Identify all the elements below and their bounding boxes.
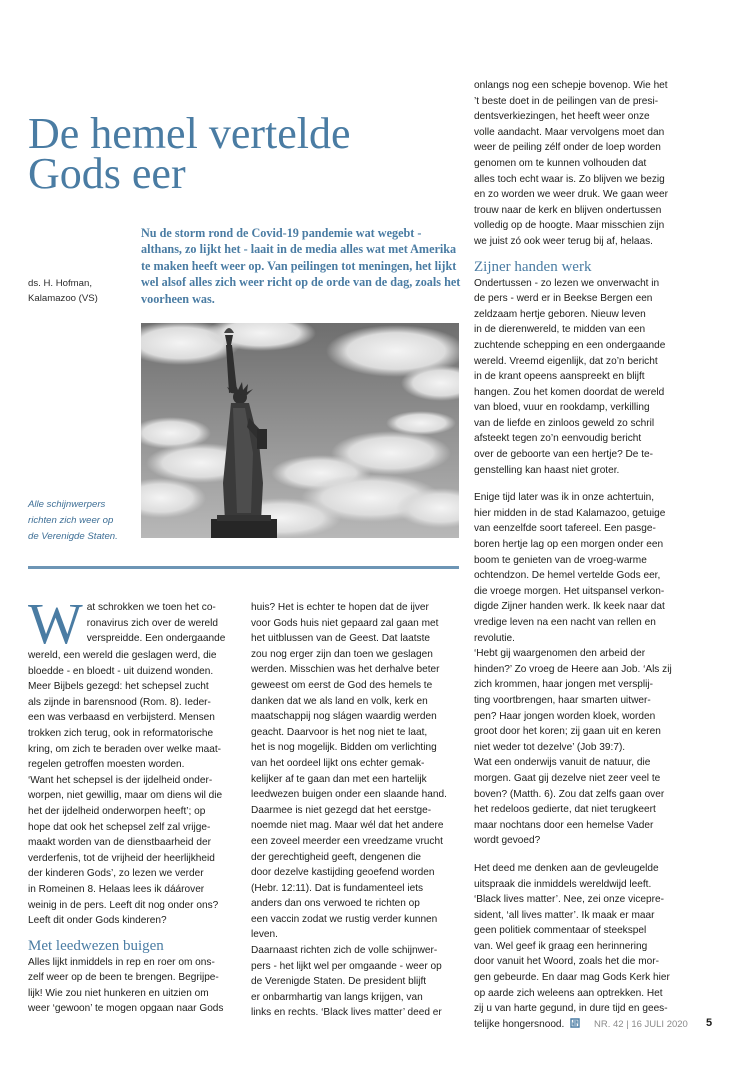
text-line: genstelling kan haast niet groter. [474, 464, 620, 476]
text-line: zich krommen, haar jongen met versplij- [474, 679, 653, 691]
text-line: die vroege morgen. Het uitspansel verkon- [474, 585, 665, 597]
paragraph-gap [474, 849, 684, 861]
text-line: afsteekt tegen zo’n eenvoudig bericht [474, 433, 642, 445]
text-line: op aarde zich weleens aan optrekken. Het [474, 987, 663, 999]
text-line: zou nog erger zijn dan toen we geslagen [251, 648, 433, 660]
text-line: leedwezen buigen onder een slaande hand. [251, 789, 447, 801]
text-line: volle aandacht. Maar vervolgens moet dan [474, 126, 665, 138]
text-line: ‘Black lives matter’. Nee, zei onze vicepre- [474, 894, 664, 906]
text-line: Ondertussen - zo lezen we onverwacht in [474, 277, 660, 289]
text-line: van. Wel geef ik graag een herinnering [474, 940, 648, 952]
text-line: boven? (Matth. 6). Zou dat zelfs gaan over [474, 788, 665, 800]
text-line: at schrokken we toen het co- [86, 602, 216, 613]
text-line: boom te genieten van de vroeg-warme [474, 554, 647, 566]
text-line: sident, ‘all lives matter’. Ik maak er maar [474, 909, 655, 921]
text-line: maatschappij nog slágen waardig werden [251, 711, 437, 723]
text-line: van het oordeel lijkt ons echter gemak- [251, 757, 425, 769]
text-line: (Hebr. 12:11). Dat is fundamenteel iets [251, 882, 424, 894]
text-line: wereld, een wereld die geslagen werd, die [28, 650, 217, 661]
issue-info: NR. 42 | 16 JULI 2020 [594, 1019, 688, 1030]
text-line: revolutie. [474, 632, 515, 644]
text-line: een zoveel meerder een vreedzame vrucht [251, 835, 443, 847]
author-byline [28, 276, 138, 306]
text-line: een vaccin zodat we rustig verder kunnen [251, 913, 438, 925]
text-line: uitspraak die inmiddels wereldwijd leeft. [474, 878, 652, 890]
paragraph-gap [474, 478, 684, 490]
text-line: weer ‘gewoon’ te mogen opgaan naar Gods [28, 1003, 224, 1015]
text-line: zelf weer op de been te brengen. Begrijpe- [28, 972, 219, 984]
paragraph-lines [28, 955, 238, 1017]
text-line: genomen om te kunnen volhouden dat [474, 157, 647, 169]
caption-line: richten zich weer op [28, 515, 114, 526]
text-line: hope dat ook het schepsel zelf zal vrijge- [28, 821, 211, 833]
text-line: ochtendzon. De hemel vertelde Gods eer, [474, 570, 661, 582]
text-line: bloedde - en bloedt - uit duizend wonden. [28, 665, 214, 677]
text-line: Het deed me denken aan de gevleugelde [474, 862, 659, 874]
paragraph-lines [474, 490, 684, 849]
text-line: telijke hongersnood. [474, 1018, 565, 1030]
text-line: de pers - werd er in Beekse Bergen een [474, 293, 653, 305]
text-line: Meer Bijbels gezegd: het schepsel zucht [28, 681, 209, 693]
text-line: ‘Hebt gij waargenomen den arbeid der [474, 648, 646, 660]
caption-line: Alle schijnwerpers [28, 499, 106, 510]
text-line: volledig op de hoogte. Maar misschien zijn [474, 220, 665, 232]
text-line: er onbarmhartig van langs krijgen, van [251, 991, 423, 1003]
text-line: zij u van harte gegund, in dure tijd en gees- [474, 1003, 668, 1015]
text-line: ronavirus zich over de wereld [86, 617, 219, 629]
text-line: noemde niet mag. Maar wél dat het andere [251, 820, 444, 832]
text-line: werden. Misschien was het derhalve beter [251, 664, 440, 676]
text-line: maakt worden van de dienstbaarheid der [28, 837, 211, 849]
text-line: kring, om zich te beraden over welke maat- [28, 743, 221, 755]
text-line: dentsverkiezingen, het heeft weer onze [474, 111, 650, 123]
text-line: trouw naar de kerk en blijven ondertussen [474, 204, 662, 216]
text-line: hinden?’ Zo vroeg de Heere aan Job. ‘Als zij [474, 663, 672, 675]
paragraph-lines [28, 648, 238, 929]
text-line: een was verbaasd en verbijsterd. Mensen [28, 712, 215, 724]
article-lead: Nu de storm rond de Covid-19 pandemie wat wegebt - althans, zo lijkt het - laait in de media alles wat met Amerika te maken heeft weer op. Van peilingen tot meningen, het lijkt wel alsof alles zich weer richt op de orde van de dag, zoals het voorheen was. [141, 226, 461, 306]
text-line: anders dan ons verwoed te richten op [251, 898, 420, 910]
text-line: groot door het koren; zij gaan uit en keren [474, 726, 661, 738]
text-line: geacht. Daarvoor is het nog niet te laat, [251, 726, 428, 738]
text-line: kelijker af te gaan dan met een hartelijk [251, 773, 427, 785]
text-line: leven. [251, 929, 278, 941]
text-line: alles toch echt waar is. Zo blijven we bezig [474, 173, 665, 185]
text-line: Alles lijkt inmiddels in rep en roer om ons- [28, 956, 215, 968]
text-line: der gerechtigheid geeft, dengenen die [251, 851, 422, 863]
text-line: wordt gevoed? [474, 835, 541, 847]
text-line: het redeloos gedierte, dat niet terugkeert [474, 804, 656, 816]
text-line: maar nochtans door een hemelse Vader [474, 819, 654, 831]
text-line: het uitblussen van de Geest. Dat laatste [251, 633, 430, 645]
text-line: worpen, niet gewillig, maar om diens wil die [28, 790, 223, 802]
text-line: onlangs nog een schepje bovenop. Wie het [474, 80, 668, 91]
article-title [28, 109, 468, 198]
text-line: in de krant opeens aanspreekt en blijft [474, 371, 645, 383]
author-name: ds. H. Hofman, [28, 278, 92, 289]
text-line: pers - het lijkt wel per omgaande - weer op [251, 960, 442, 972]
text-line: en zo worden we weer druk. We gaan weer [474, 189, 668, 201]
text-line: regelen getroffen moesten worden. [28, 759, 185, 771]
subheading-met-leedwezen-buigen: Met leedwezen buigen [28, 937, 164, 954]
text-line: Leeft dit onder Gods kinderen? [28, 915, 167, 927]
body-column-2 [251, 600, 459, 1021]
text-line: der kinderen Gods’, zo lezen we verder [28, 868, 204, 880]
section-divider [28, 566, 459, 569]
text-line: in Romeinen 8. Helaas lees ik dáárover [28, 883, 205, 895]
caption-line: de Verenigde Staten. [28, 531, 118, 542]
text-line: weer de peiling zélf onder de loep worden [474, 142, 661, 154]
text-line: vredige leven na een nacht van rellen en [474, 617, 656, 628]
text-line: voor Gods huis niet gepaard zal gaan met [251, 617, 439, 629]
text-line: over de geboorte van een hertje? De te- [474, 449, 654, 461]
title-line-2: Gods eer [28, 149, 186, 198]
page-number: 5 [706, 1017, 713, 1029]
text-line: ting voortbrengen, haar smarten uitwer- [474, 694, 651, 706]
text-line: huis? Het is echter te hopen dat de ijver [251, 602, 429, 613]
text-line: Daarmee is niet gezegd dat het eerstge- [251, 804, 432, 816]
text-line: boren hertje lag op een morgen onder een [474, 539, 664, 551]
text-line: weinig in de pers. Leeft dit nog onder ons? [28, 899, 219, 911]
photo-caption [28, 497, 138, 545]
photo-illustration [141, 323, 459, 538]
text-line: van bloed, vuur en rookdamp, verkilling [474, 402, 650, 414]
text-line: morgen. Gaat gij dezelve niet zeer veel te [474, 772, 661, 784]
text-line: links en rechts. ‘Black lives matter’ deed er [251, 1007, 442, 1019]
text-line: door vanuit het Woord, zoals het die mor- [474, 956, 659, 968]
text-line: pen? Haar jongen worden kloek, worden [474, 710, 656, 722]
text-line: digde Zijner handen werk. Ik keek naar dat [474, 601, 665, 613]
text-line: door dezelve kastijding geoefend worden [251, 867, 435, 879]
text-line: Daarnaast richten zich de volle schijnwer- [251, 945, 438, 957]
title-line-1: De hemel vertelde [28, 109, 351, 158]
text-line: lijk! Wie zou niet hunkeren en uitzien om [28, 987, 209, 999]
text-line: verspreidde. Een ondergaande [86, 633, 226, 645]
text-line: van de liefde en zinloos geweld zo schril [474, 417, 655, 429]
paragraph-lines [474, 276, 684, 479]
text-line: het is nog mogelijk. Bidden om verlichting [251, 742, 437, 754]
dropcap-letter: W [28, 591, 83, 656]
text-line: ‘Want het schepsel is der ijdelheid onder- [28, 774, 213, 786]
subheading-zijner-handen-werk: Zijner handen werk [474, 258, 592, 275]
text-line: zuchtende schepping en een ondergaande [474, 339, 666, 351]
text-line: niet weder tot dezelve’ (Job 39:7). [474, 741, 626, 753]
text-line: we juist zó ook weer terug bij af, helaas. [474, 235, 653, 247]
text-line: als zijnde in barensnood (Rom. 8). Ieder- [28, 696, 211, 708]
text-line: zeldzaam hertje geboren. Nieuw leven [474, 308, 646, 320]
text-line: verderfenis, tot de vrijheid der heerlijkheid [28, 852, 215, 864]
text-line: van eenzelfde soort tafereel. Een pasge- [474, 523, 656, 535]
statue-of-liberty-photo [141, 323, 459, 538]
text-line: wereld. Vreemd eigenlijk, dat zo’n bericht [474, 355, 658, 367]
text-line: geen politiek commentaar of steekspel [474, 925, 647, 937]
paragraph-lines [474, 78, 684, 250]
body-column-1 [28, 591, 238, 1017]
text-line: Enige tijd later was ik in onze achtertuin, [474, 492, 655, 504]
text-line: het der ijdelheid onderworpen heeft’; op [28, 805, 206, 817]
text-line: hangen. Zou het komen doordat de wereld [474, 386, 665, 398]
text-line: gen gebeurde. En daar mag Gods Kerk hier [474, 972, 670, 984]
text-line: danken dat we als land en volk, kerk en [251, 695, 428, 707]
text-line: Wat een onderwijs vanuit de natuur, die [474, 757, 651, 769]
text-line: hier midden in de stad Kalamazoo, getuige [474, 507, 666, 519]
paragraph-lines [251, 600, 459, 1021]
paragraph-lines [474, 861, 684, 1033]
body-column-3 [474, 78, 684, 1032]
text-line: ’t beste doet in de peilingen van de presi- [474, 95, 659, 107]
text-line: geweest om eerst de God des hemels te [251, 679, 433, 691]
text-line: in de dierenwereld, te midden van een [474, 324, 646, 336]
text-line: de Verenigde Staten. De president blijft [251, 976, 427, 988]
author-location: Kalamazoo (VS) [28, 293, 98, 304]
text-line: trokken zich terug, ook in reformatorische [28, 727, 214, 739]
end-of-article-icon [570, 1018, 580, 1028]
